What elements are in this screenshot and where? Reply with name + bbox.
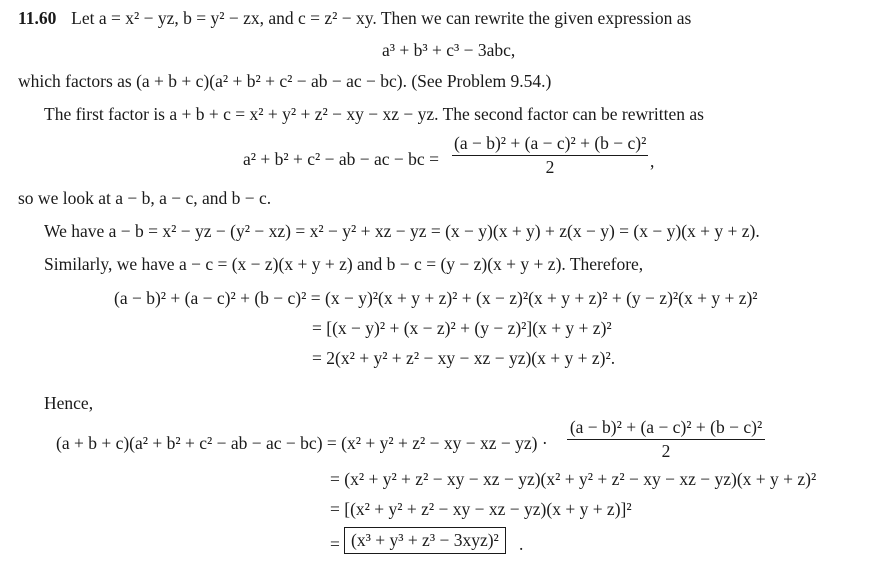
problem-number: 11.60 bbox=[18, 8, 57, 28]
differences-text: so we look at a − b, a − c, and b − c. bbox=[18, 188, 272, 208]
fraction-denominator: 2 bbox=[545, 157, 555, 177]
first-factor-text: The first factor is a + b + c = x² + y² + z² − xy − xz − yz. The second factor can be rewritten as bbox=[44, 104, 704, 124]
a-minus-b-derivation: We have a − b = x² − yz − (y² − xz) = x² − y² + xz − yz = (x − y)(x + y) + z(x − y) = (x − y)(x + y + z). bbox=[44, 221, 760, 241]
second-factor-fraction bbox=[452, 133, 648, 178]
second-factor-lhs: a² + b² + c² − ab − ac − bc = bbox=[243, 149, 439, 169]
product-fraction bbox=[567, 417, 765, 462]
similar-differences-text: Similarly, we have a − c = (x − z)(x + y + z) and b − c = (y − z)(x + y + z). Therefore, bbox=[44, 254, 644, 274]
product-line-3: = [(x² + y² + z² − xy − xz − yz)(x + y + z)]² bbox=[330, 499, 632, 519]
hence-text: Hence, bbox=[44, 393, 94, 413]
product-lhs: (a + b + c)(a² + b² + c² − ab − ac − bc) = (x² + y² + z² − xy − xz − yz) · bbox=[56, 433, 548, 453]
final-answer-box: (x³ + y³ + z³ − 3xyz)² bbox=[344, 527, 506, 554]
sum-of-squares-line-2: = [(x − y)² + (x − z)² + (y − z)²](x + y + z)² bbox=[312, 318, 612, 338]
sum-of-squares-line-1: (a − b)² + (a − c)² + (b − c)² = (x − y)²(x + y + z)² + (x − z)²(x + y + z)² + (y − z)²(x + y + z)² bbox=[114, 288, 758, 308]
product-line-2: = (x² + y² + z² − xy − xz − yz)(x² + y² + z² − xy − xz − yz)(x + y + z)² bbox=[330, 469, 817, 489]
display-equation-1: a³ + b³ + c³ − 3abc, bbox=[382, 40, 516, 60]
final-period: . bbox=[519, 534, 524, 554]
final-equals: = bbox=[330, 534, 340, 554]
problem-statement-line bbox=[18, 7, 691, 29]
intro-text: Let a = x² − yz, b = y² − zx, and c = z² − xy. Then we can rewrite the given expression as bbox=[71, 8, 692, 28]
fraction-numerator: (a − b)² + (a − c)² + (b − c)² bbox=[567, 417, 765, 440]
comma: , bbox=[650, 151, 655, 171]
sum-of-squares-line-3: = 2(x² + y² + z² − xy − xz − yz)(x + y + z)². bbox=[312, 348, 616, 368]
factorization-text: which factors as (a + b + c)(a² + b² + c² − ab − ac − bc). (See Problem 9.54.) bbox=[18, 71, 552, 91]
fraction-denominator: 2 bbox=[661, 441, 671, 461]
fraction-numerator: (a − b)² + (a − c)² + (b − c)² bbox=[452, 133, 648, 156]
